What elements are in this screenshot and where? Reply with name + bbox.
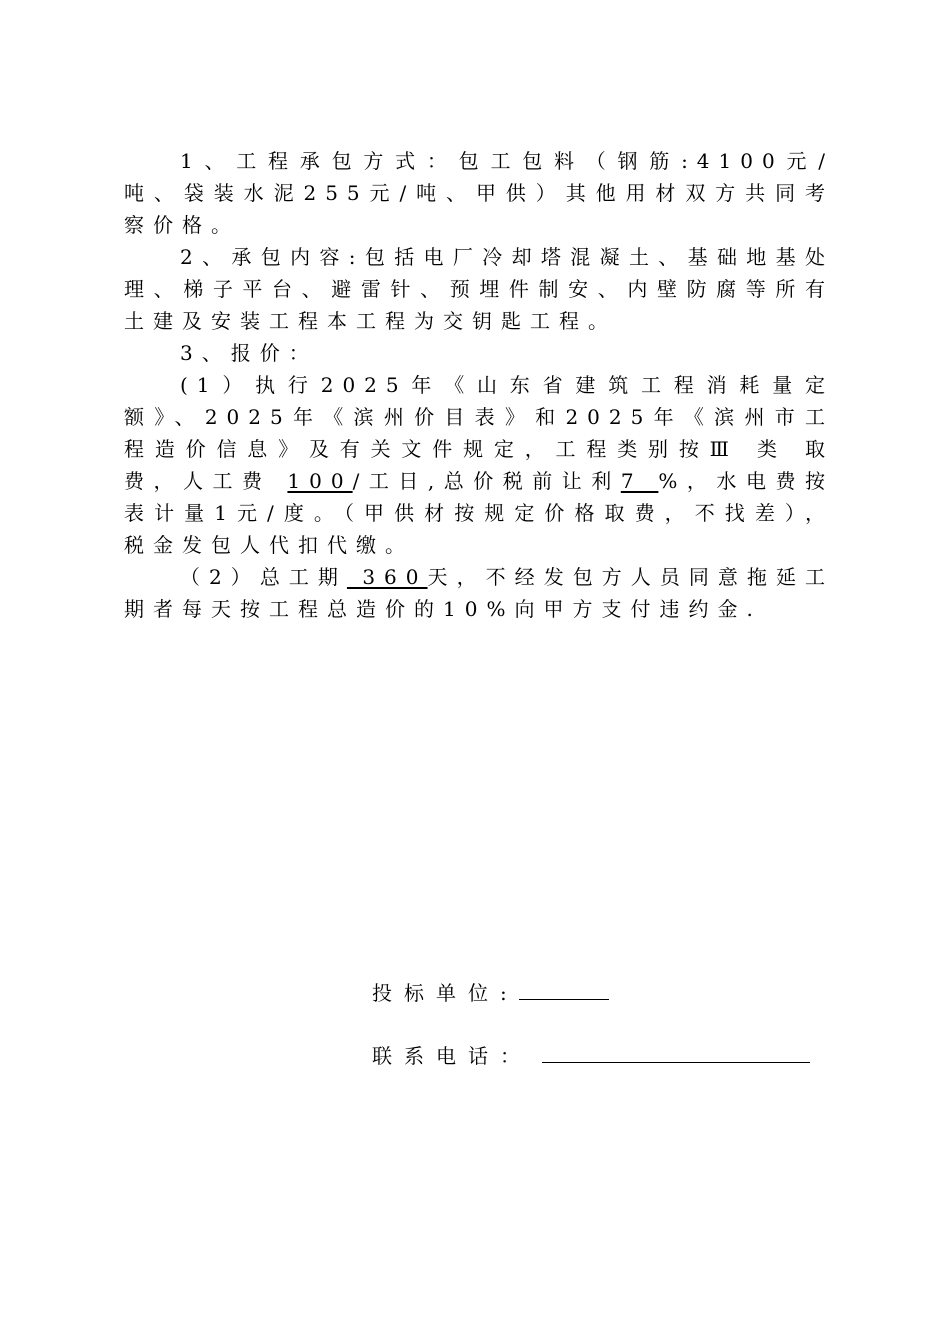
phone-signature-line bbox=[372, 1040, 842, 1069]
pricing-text-middle: /工日,总价税前让利 bbox=[352, 469, 621, 493]
clause-construction-period bbox=[124, 561, 834, 625]
clause-contract-scope-text: 2、承包内容:包括电厂冷却塔混凝土、基础地基处理、梯子平台、避雷针、预埋件制安、内壁防腐等所有土建及安装工程本工程为交钥匙工程。 bbox=[124, 245, 834, 333]
profit-discount-value: 7 bbox=[620, 469, 659, 493]
bidder-label: 投标单位: bbox=[372, 981, 519, 1005]
clause-quotation-heading-text: 3、报价： bbox=[180, 341, 318, 365]
phone-blank-field[interactable] bbox=[542, 1044, 810, 1063]
period-text-start: （2）总工期 bbox=[180, 565, 347, 589]
pricing-text-end: %，水电费按表计量1元/度。（甲供材按规定价格取费，不找差），税金发包人代扣代缴。 bbox=[124, 469, 834, 557]
clause-contract-scope bbox=[124, 241, 834, 337]
clause-contract-method-text: 1、工程承包方式：包工包料（钢筋:4100元/吨、袋装水泥255元/吨、甲供）其他用材双方共同考察价格。 bbox=[124, 149, 834, 237]
labor-cost-value: 100 bbox=[287, 469, 353, 493]
bidder-signature-line bbox=[372, 977, 842, 1006]
clause-contract-method bbox=[124, 145, 834, 241]
clause-quotation-heading bbox=[124, 337, 834, 369]
contract-body bbox=[124, 145, 834, 625]
phone-label: 联系电话： bbox=[372, 1044, 532, 1068]
pricing-text-start: (1）执行2025年《山东省建筑工程消耗量定额》、2025年《滨州价目表》和2025年《滨州市工程造价信息》及有关文件规定，工程类别按Ⅲ 类 取 费，人工费 bbox=[124, 373, 834, 493]
total-days-value: 360 bbox=[346, 565, 428, 589]
clause-pricing-basis bbox=[124, 369, 834, 561]
period-text-end: 天，不经发包方人员同意拖延工期者每天按工程总造价的10%向甲方支付违约金. bbox=[124, 565, 835, 621]
bidder-blank-field[interactable] bbox=[519, 981, 609, 1000]
